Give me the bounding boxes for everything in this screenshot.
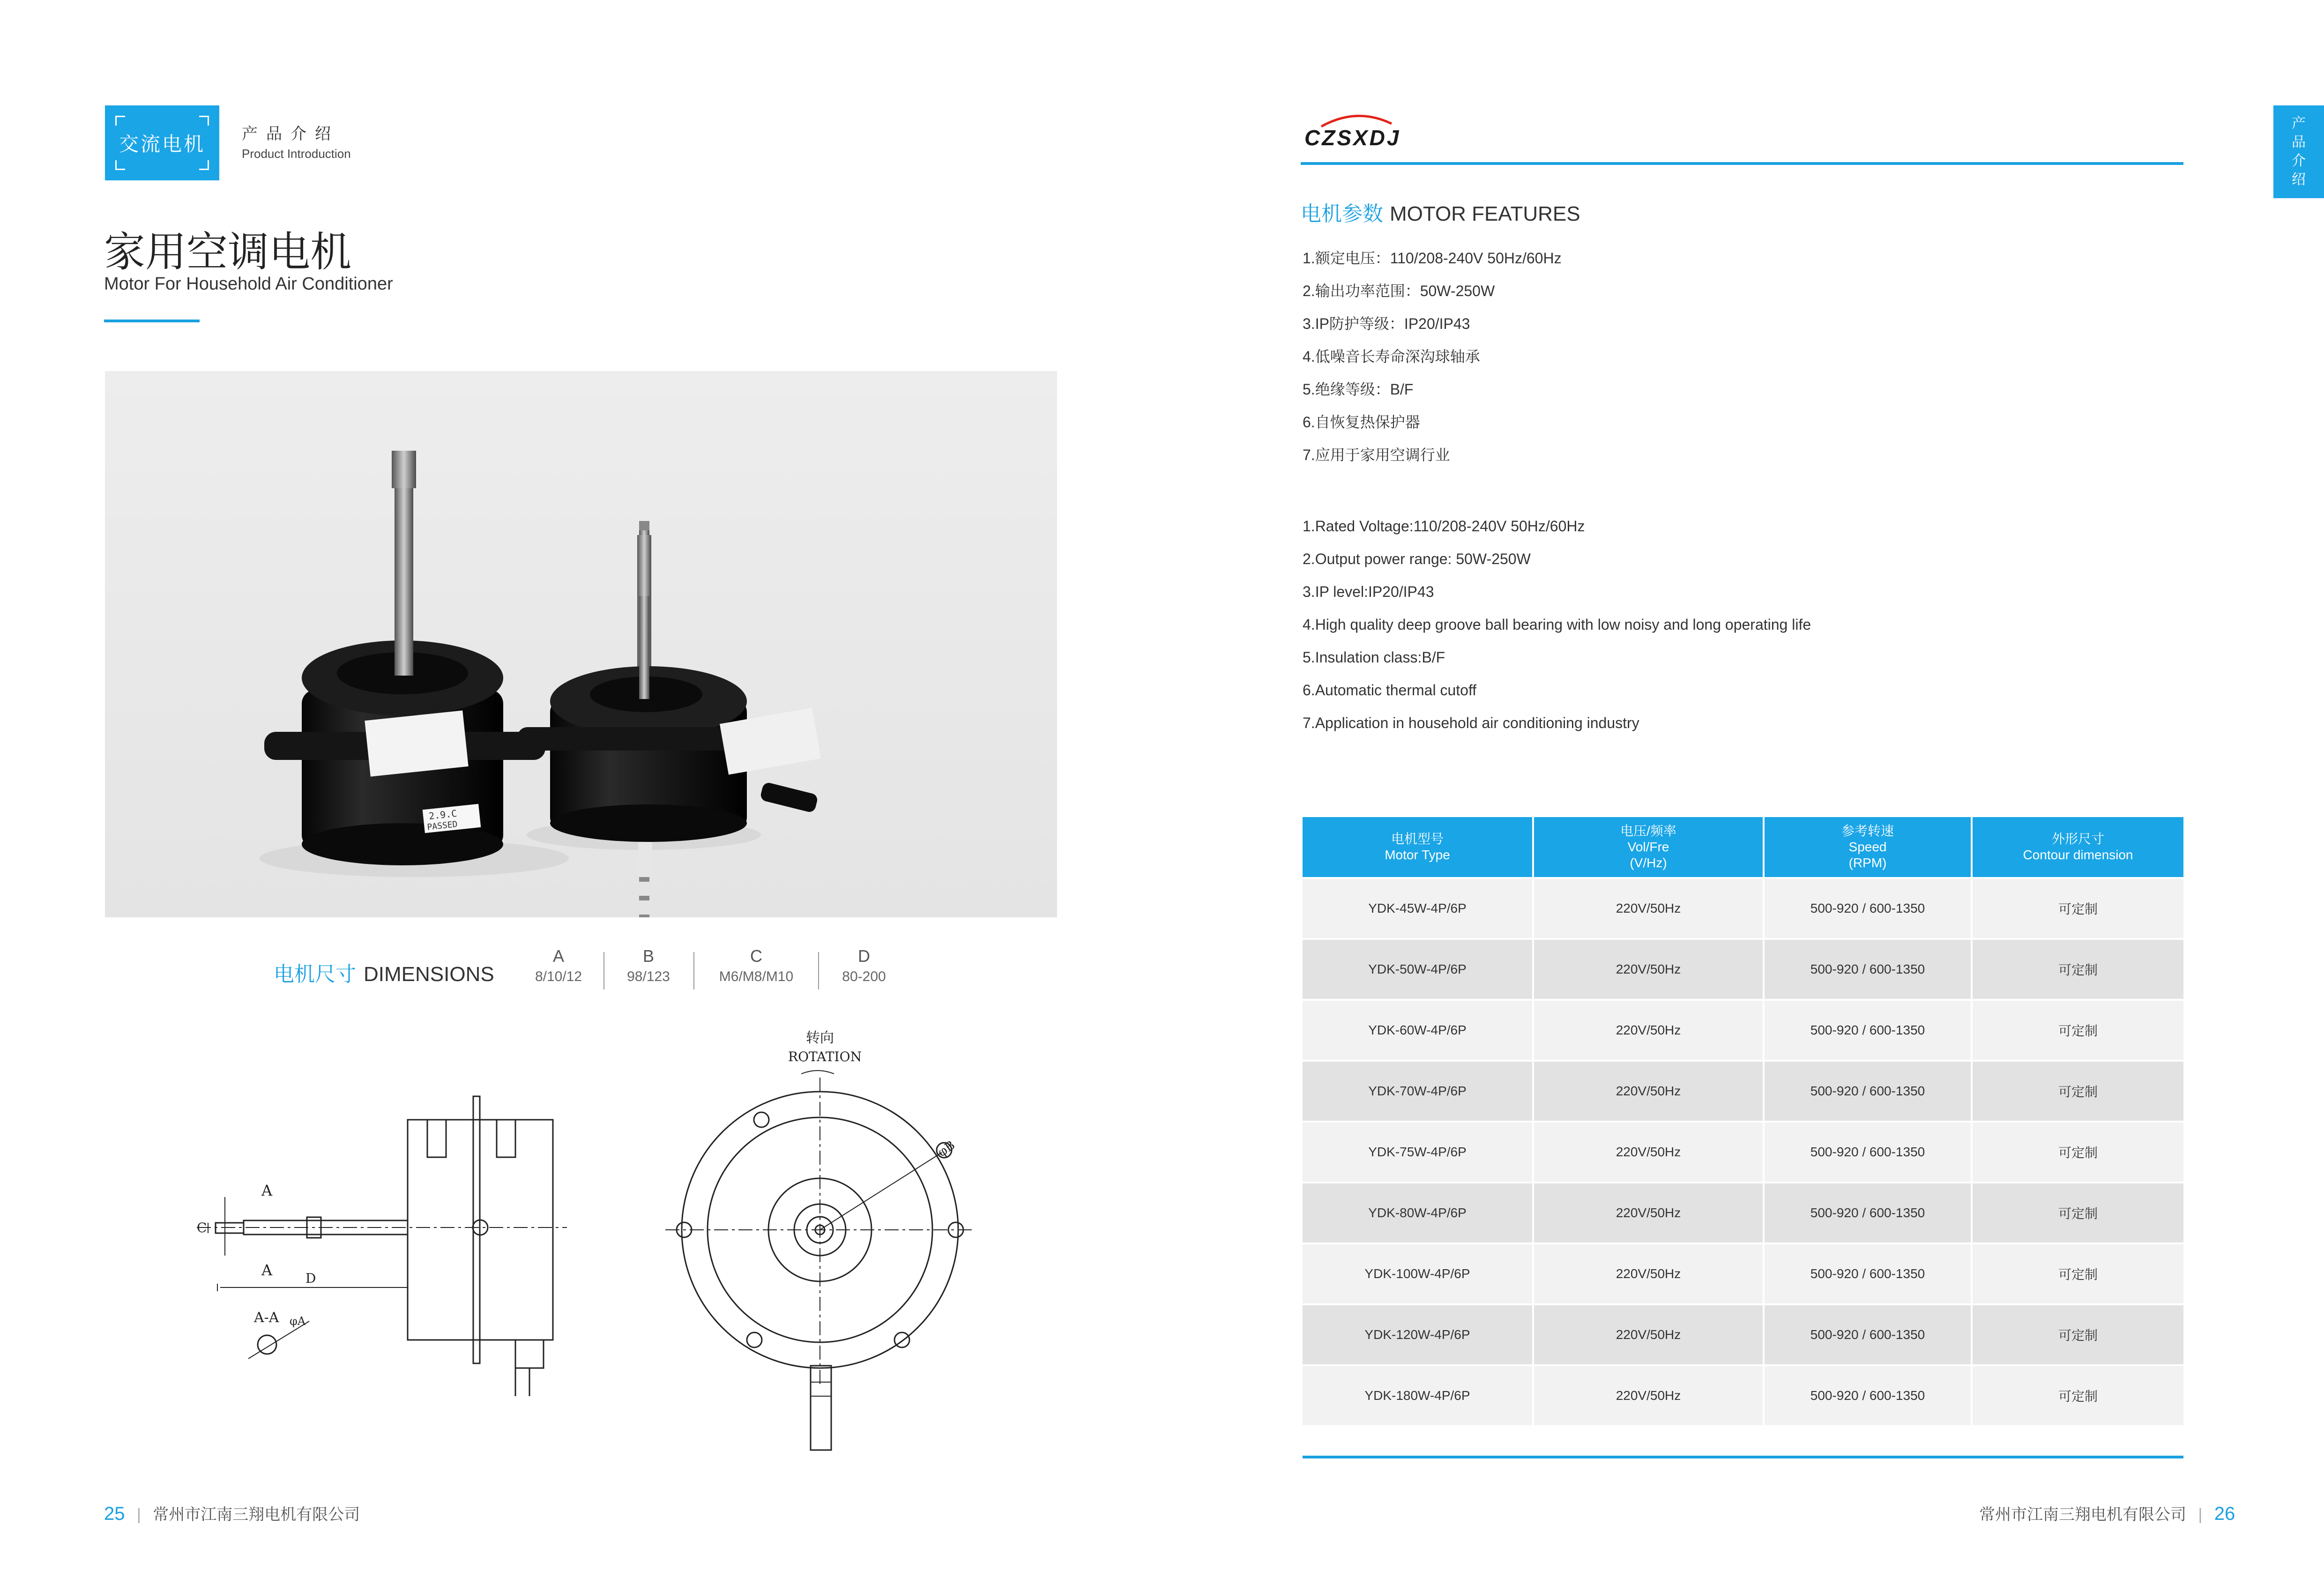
table-row	[1303, 939, 2183, 1000]
cell-motor-type: YDK-75W-4P/6P	[1303, 1122, 1533, 1183]
table-row	[1303, 1000, 2183, 1061]
feature-item: 4.低噪音长寿命深沟球轴承	[1303, 348, 1480, 365]
page-title: 家用空调电机	[104, 229, 352, 275]
cell-voltage: 220V/50Hz	[1533, 939, 1764, 1000]
page-number-right: 26	[2214, 1503, 2235, 1524]
footer-company-right: 常州市江南三翔电机有限公司	[1979, 1506, 2186, 1524]
cell-motor-type: YDK-70W-4P/6P	[1303, 1061, 1533, 1122]
side-tab-char: 品	[2292, 134, 2306, 150]
cell-motor-type: YDK-45W-4P/6P	[1303, 878, 1533, 939]
page-subtitle: Motor For Household Air Conditioner	[104, 274, 393, 294]
feature-item: 7.应用于家用空调行业	[1303, 446, 1450, 463]
rotation-label-cn: 转向	[806, 1030, 834, 1046]
cell-voltage: 220V/50Hz	[1533, 1183, 1764, 1243]
cell-contour: 可定制	[1972, 1122, 2183, 1183]
drawing-label-d: D	[305, 1271, 316, 1286]
feature-item: 6.自恢复热保护器	[1303, 414, 1420, 431]
brand-logo-text: CZSXDJ	[1304, 126, 1401, 150]
cell-motor-type: YDK-180W-4P/6P	[1303, 1365, 1533, 1425]
cell-voltage: 220V/50Hz	[1533, 1243, 1764, 1304]
feature-item: 1.Rated Voltage:110/208-240V 50Hz/60Hz	[1303, 518, 1585, 535]
cell-contour: 可定制	[1972, 1061, 2183, 1122]
brand-logo	[1303, 107, 1410, 154]
dimension-col-c	[709, 946, 803, 985]
dimensions-title-en: DIMENSIONS	[364, 963, 494, 986]
motor-illustration	[105, 371, 1057, 917]
features-title	[1301, 197, 1580, 227]
header-en: Contour dimension	[2023, 848, 2133, 862]
dimension-key: B	[642, 946, 654, 966]
feature-item: 3.IP防护等级：IP20/IP43	[1303, 315, 1470, 332]
page-number-left: 25	[104, 1503, 125, 1524]
header-rule	[1301, 162, 2183, 165]
cell-speed: 500-920 / 600-1350	[1764, 1183, 1972, 1243]
footer-right: 常州市江南三翔电机有限公司 | 26	[1979, 1503, 2235, 1524]
footer-left: 25 | 常州市江南三翔电机有限公司	[104, 1503, 360, 1524]
table-row	[1303, 878, 2183, 939]
header-cn: 电压/频率	[1620, 824, 1676, 838]
header-unit: (V/Hz)	[1630, 855, 1667, 870]
features-title-en: MOTOR FEATURES	[1390, 202, 1580, 225]
table-row	[1303, 1304, 2183, 1365]
category-tag-label: 交流电机	[119, 133, 205, 155]
feature-item: 4.High quality deep groove ball bearing with low noisy and long operating life	[1303, 616, 1811, 633]
dimension-col-a	[512, 946, 605, 985]
cell-contour: 可定制	[1972, 878, 2183, 939]
feature-item: 5.绝缘等级：B/F	[1303, 381, 1414, 398]
technical-drawing	[178, 1021, 1012, 1462]
table-header-row	[1303, 817, 2183, 878]
dimension-key: D	[858, 946, 870, 966]
cell-motor-type: YDK-100W-4P/6P	[1303, 1243, 1533, 1304]
cell-speed: 500-920 / 600-1350	[1764, 1365, 1972, 1425]
side-view	[197, 1096, 567, 1396]
cell-motor-type: YDK-80W-4P/6P	[1303, 1183, 1533, 1243]
table-row	[1303, 1365, 2183, 1425]
category-tag	[105, 105, 219, 180]
dimension-separator	[693, 952, 694, 989]
cell-voltage: 220V/50Hz	[1533, 1061, 1764, 1122]
cell-motor-type: YDK-120W-4P/6P	[1303, 1304, 1533, 1365]
section-title-cn: 产品介绍	[242, 125, 339, 143]
cell-contour: 可定制	[1972, 1304, 2183, 1365]
cell-contour: 可定制	[1972, 939, 2183, 1000]
cell-voltage: 220V/50Hz	[1533, 1365, 1764, 1425]
dimensions-title	[274, 957, 494, 987]
cell-speed: 500-920 / 600-1350	[1764, 1122, 1972, 1183]
dimension-value: 98/123	[627, 969, 670, 984]
title-underline	[104, 320, 200, 322]
cell-speed: 500-920 / 600-1350	[1764, 1061, 1972, 1122]
dimension-col-d	[817, 946, 911, 985]
cell-contour: 可定制	[1972, 1243, 2183, 1304]
cell-voltage: 220V/50Hz	[1533, 1304, 1764, 1365]
cell-contour: 可定制	[1972, 1000, 2183, 1061]
header-contour	[1972, 817, 2183, 878]
side-tab-char: 绍	[2292, 172, 2306, 187]
cell-voltage: 220V/50Hz	[1533, 878, 1764, 939]
header-cn: 参考转速	[1841, 824, 1894, 838]
cell-contour: 可定制	[1972, 1183, 2183, 1243]
cell-speed: 500-920 / 600-1350	[1764, 1243, 1972, 1304]
dimension-value: 8/10/12	[535, 969, 582, 984]
header-voltage	[1533, 817, 1764, 878]
table-row	[1303, 1183, 2183, 1243]
feature-item: 1.额定电压：110/208-240V 50Hz/60Hz	[1303, 250, 1562, 267]
header-en: Vol/Fre	[1627, 840, 1669, 854]
cell-speed: 500-920 / 600-1350	[1764, 939, 1972, 1000]
product-photo	[105, 371, 1057, 917]
header-speed	[1764, 817, 1972, 878]
feature-item: 7.Application in household air conditioning industry	[1303, 714, 1639, 731]
cell-voltage: 220V/50Hz	[1533, 1000, 1764, 1061]
drawing-label-a-bottom: A	[261, 1261, 273, 1279]
cell-speed: 500-920 / 600-1350	[1764, 1000, 1972, 1061]
feature-item: 2.输出功率范围：50W-250W	[1303, 283, 1495, 299]
feature-item: 6.Automatic thermal cutoff	[1303, 682, 1477, 699]
side-tab-char: 介	[2292, 153, 2306, 169]
drawing-label-phi-a: φA	[290, 1315, 306, 1328]
header-en: Speed	[1848, 840, 1887, 854]
dimension-value: M6/M8/M10	[719, 969, 794, 984]
table-row	[1303, 1122, 2183, 1183]
footer-rule	[1303, 1456, 2183, 1458]
dimension-key: A	[552, 946, 564, 966]
footer-company-left: 常州市江南三翔电机有限公司	[153, 1506, 360, 1524]
dimension-key: C	[750, 946, 762, 966]
front-view	[665, 1030, 975, 1450]
dimension-value: 80-200	[842, 969, 886, 984]
drawing-label-c: C	[197, 1220, 207, 1235]
spec-table	[1303, 817, 2183, 1425]
dimension-col-b	[602, 946, 695, 985]
cell-voltage: 220V/50Hz	[1533, 1122, 1764, 1183]
feature-item: 5.Insulation class:B/F	[1303, 649, 1445, 666]
header-cn: 电机型号	[1391, 832, 1444, 846]
feature-item: 2.Output power range: 50W-250W	[1303, 550, 1531, 567]
header-motor-type	[1303, 817, 1533, 878]
features-list-cn	[1303, 242, 1562, 471]
header-en: Motor Type	[1385, 848, 1450, 862]
section-title-en: Product Introduction	[242, 147, 351, 161]
cell-speed: 500-920 / 600-1350	[1764, 1304, 1972, 1365]
table-row	[1303, 1061, 2183, 1122]
table-row	[1303, 1243, 2183, 1304]
photo-label-line1: 2.9.C	[428, 807, 458, 822]
cell-speed: 500-920 / 600-1350	[1764, 878, 1972, 939]
rotation-label-en: ROTATION	[788, 1049, 862, 1064]
cell-motor-type: YDK-60W-4P/6P	[1303, 1000, 1533, 1061]
header-unit: (RPM)	[1848, 855, 1887, 870]
features-list-en	[1303, 510, 1811, 739]
side-tab	[2273, 105, 2324, 198]
header-cn: 外形尺寸	[2051, 832, 2104, 846]
side-tab-char: 产	[2292, 116, 2306, 131]
photo-label-line2: PASSED	[426, 819, 458, 833]
features-title-cn: 电机参数	[1301, 202, 1383, 225]
dimensions-title-cn: 电机尺寸	[274, 963, 356, 986]
drawing-label-phi-b: φB	[935, 1138, 958, 1160]
drawing-label-a-top: A	[261, 1182, 273, 1199]
cell-motor-type: YDK-50W-4P/6P	[1303, 939, 1533, 1000]
feature-item: 3.IP level:IP20/IP43	[1303, 583, 1434, 600]
cell-contour: 可定制	[1972, 1365, 2183, 1425]
drawing-label-aa: A-A	[254, 1309, 279, 1326]
